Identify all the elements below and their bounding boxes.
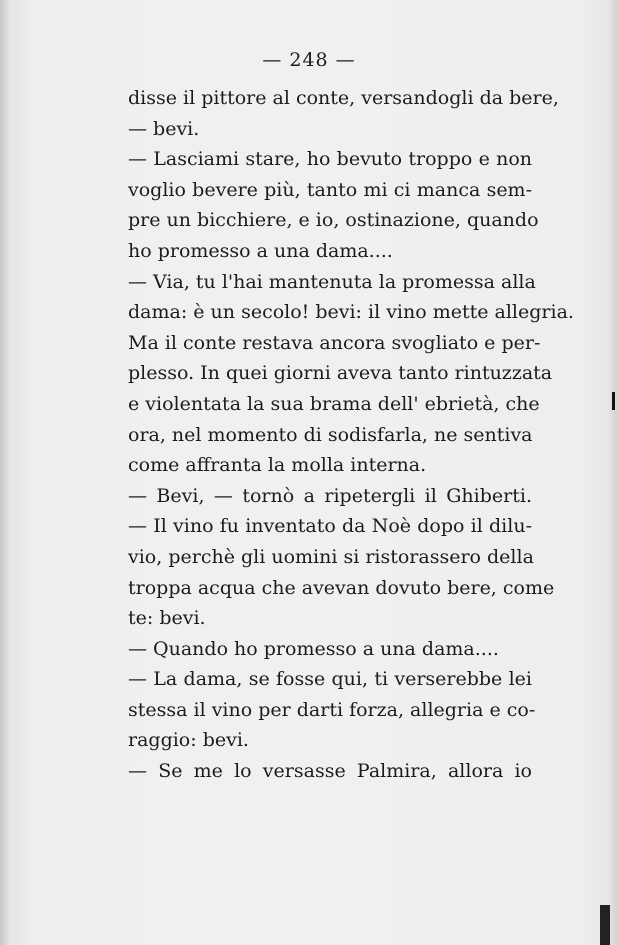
- text-line: plesso. In quei giorni aveva tanto rintuzzata: [128, 362, 553, 385]
- text-line: — Bevi, — tornò a ripetergli il Ghiberti.: [128, 484, 532, 507]
- text-line: te: bevi.: [128, 607, 206, 630]
- text-line: e violentata la sua brama dell' ebrietà, che: [128, 392, 540, 415]
- scan-mark: [612, 392, 615, 410]
- text-line: vio, perchè gli uomini si ristorassero della: [128, 545, 534, 568]
- page-edge-right: [608, 0, 618, 945]
- text-line: pre un bicchiere, e io, ostinazione, quando: [128, 209, 539, 232]
- body-text: [128, 83, 574, 787]
- page-number: — 248 —: [262, 49, 356, 71]
- text-line: come affranta la molla interna.: [128, 454, 427, 477]
- text-line: ora, nel momento di sodisfarla, ne sentiva: [128, 423, 533, 446]
- text-line: — Lasciami stare, ho bevuto troppo e non: [128, 148, 532, 171]
- text-line: ho promesso a una dama....: [128, 239, 393, 262]
- text-line: — La dama, se fosse qui, ti verserebbe lei: [128, 668, 532, 691]
- text-line: troppa acqua che avevan dovuto bere, come: [128, 576, 555, 599]
- text-line: voglio bevere più, tanto mi ci manca sem-: [128, 178, 532, 201]
- text-line: — Via, tu l'hai mantenuta la promessa alla: [128, 270, 536, 293]
- text-line: disse il pittore al conte, versandogli da bere,: [128, 87, 559, 109]
- scan-mark: [600, 905, 610, 945]
- text-line: — bevi.: [128, 117, 200, 140]
- text-line: — Il vino fu inventato da Noè dopo il dilu-: [128, 515, 532, 538]
- text-line: dama: è un secolo! bevi: il vino mette allegria.: [128, 301, 574, 324]
- text-line: Ma il conte restava ancora svogliato e per-: [128, 331, 541, 354]
- text-line: raggio: bevi.: [128, 729, 249, 752]
- text-line: stessa il vino per darti forza, allegria e co-: [128, 698, 536, 721]
- page-edge-left: [0, 0, 10, 945]
- text-line: — Se me lo versasse Palmira, allora io: [128, 760, 532, 783]
- text-line: — Quando ho promesso a una dama....: [128, 637, 499, 660]
